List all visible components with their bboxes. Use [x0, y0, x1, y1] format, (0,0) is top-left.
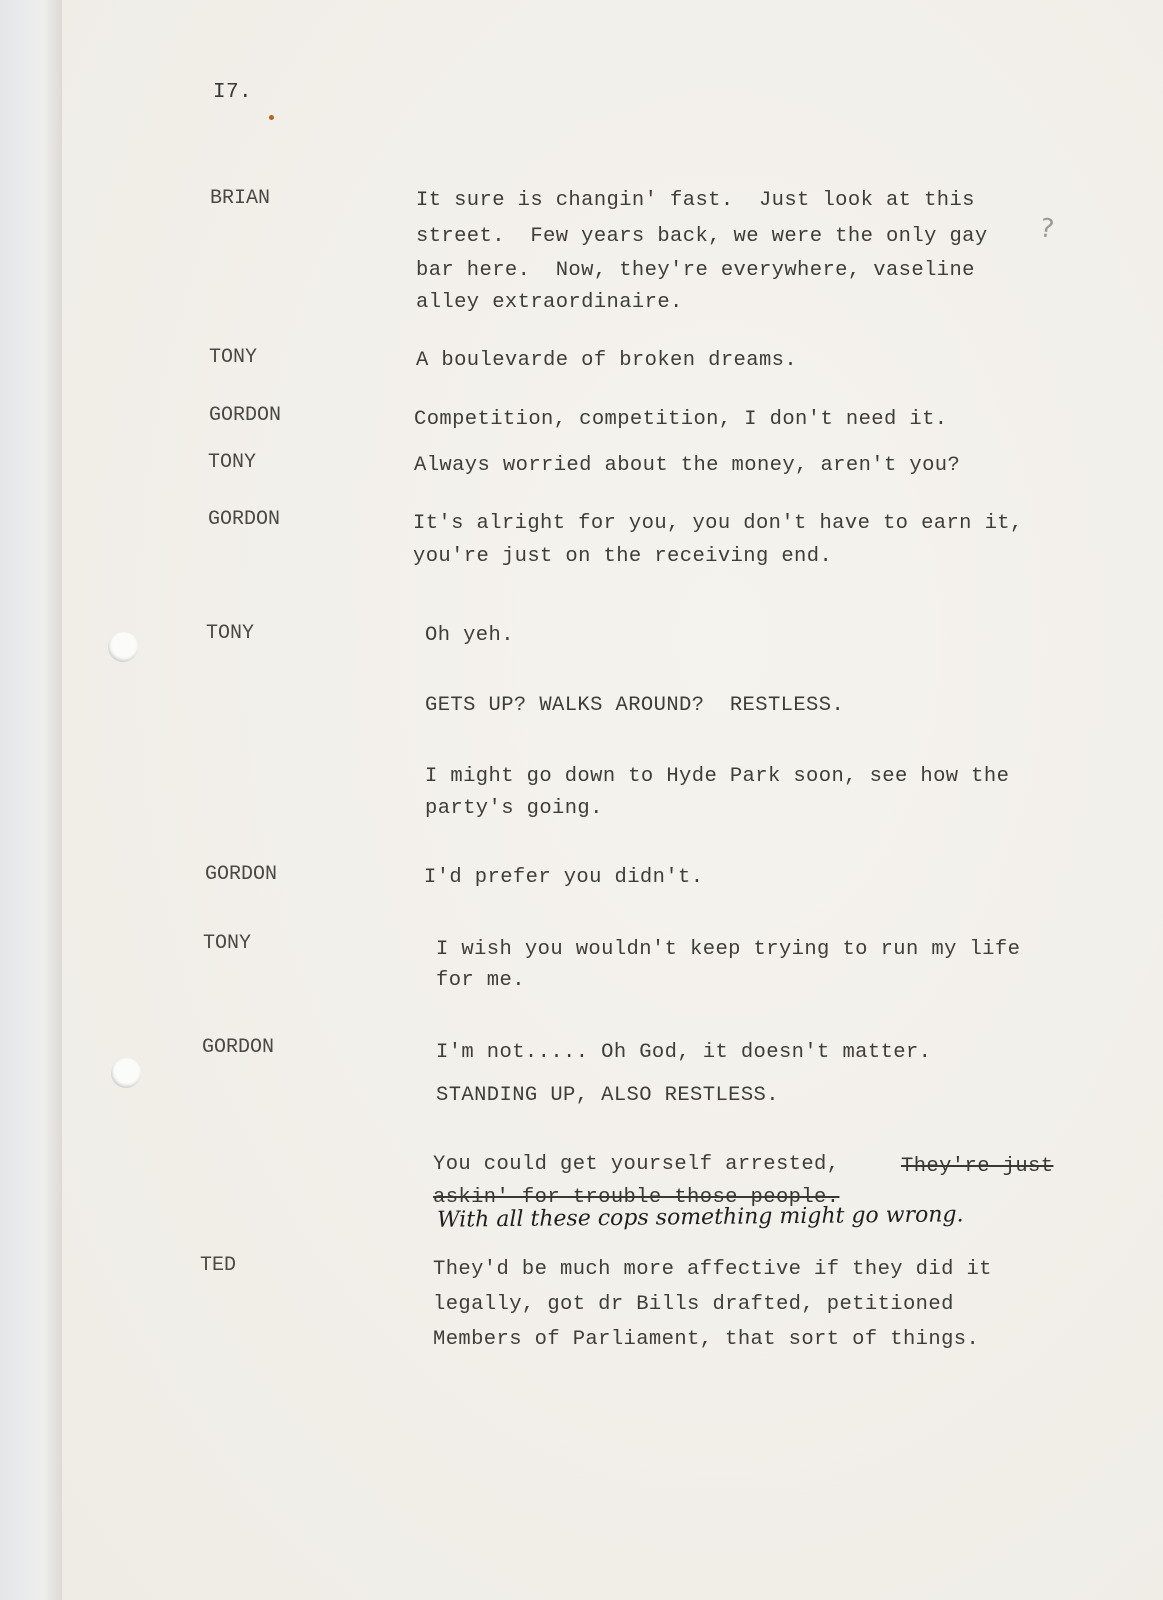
punch-hole	[108, 632, 138, 662]
dialogue-line: legally, got dr Bills drafted, petitioned	[433, 1293, 954, 1316]
dialogue-line: for me.	[436, 969, 525, 992]
scanner-margin-strip	[0, 0, 62, 1600]
dialogue-line: They'd be much more affective if they did it	[433, 1258, 992, 1281]
speaker-name: TONY	[206, 622, 255, 645]
handwritten-insertion: With all these cops something might go wrong.	[436, 1202, 964, 1233]
dialogue-line: bar here. Now, they're everywhere, vaseline	[416, 259, 975, 282]
struck-text: They're just	[901, 1155, 1054, 1178]
dialogue-line: I'm not..... Oh God, it doesn't matter.	[436, 1041, 932, 1064]
speaker-name: GORDON	[208, 508, 281, 531]
dialogue-line: you're just on the receiving end.	[413, 545, 833, 568]
dialogue-line: A boulevarde of broken dreams.	[416, 349, 798, 372]
dialogue-line: party's going.	[425, 797, 603, 820]
stage-direction: GETS UP? WALKS AROUND? RESTLESS.	[425, 694, 845, 717]
dialogue-line: You could get yourself arrested,	[433, 1153, 840, 1176]
speaker-name: TONY	[209, 346, 258, 369]
speaker-name: GORDON	[202, 1036, 275, 1059]
dialogue-line: I wish you wouldn't keep trying to run my life	[436, 938, 1021, 961]
speaker-name: BRIAN	[210, 187, 271, 210]
punch-hole	[111, 1058, 141, 1088]
pencil-annotation: ?	[1037, 213, 1056, 245]
dialogue-line: I might go down to Hyde Park soon, see how the	[425, 765, 1010, 788]
speaker-name: TONY	[203, 932, 252, 955]
dialogue-line: street. Few years back, we were the only gay	[416, 225, 988, 248]
dialogue-line: I'd prefer you didn't.	[424, 866, 704, 889]
page-number: I7.	[213, 81, 253, 104]
dialogue-line: alley extraordinaire.	[416, 291, 683, 314]
speaker-name: GORDON	[209, 404, 282, 427]
speaker-name: TED	[200, 1254, 237, 1277]
struck-text: askin' for trouble those people.	[433, 1186, 840, 1209]
dialogue-line: It sure is changin' fast. Just look at this	[416, 189, 975, 212]
dialogue-line: Members of Parliament, that sort of things.	[433, 1328, 980, 1351]
speaker-name: TONY	[208, 451, 257, 474]
dialogue-line: Oh yeh.	[425, 624, 514, 647]
dialogue-line: Competition, competition, I don't need it.	[414, 408, 948, 431]
dialogue-line: Always worried about the money, aren't you?	[414, 454, 961, 477]
speaker-name: GORDON	[205, 863, 278, 886]
ink-speck	[269, 115, 274, 120]
dialogue-line: It's alright for you, you don't have to earn it,	[413, 512, 1023, 535]
stage-direction: STANDING UP, ALSO RESTLESS.	[436, 1084, 779, 1107]
